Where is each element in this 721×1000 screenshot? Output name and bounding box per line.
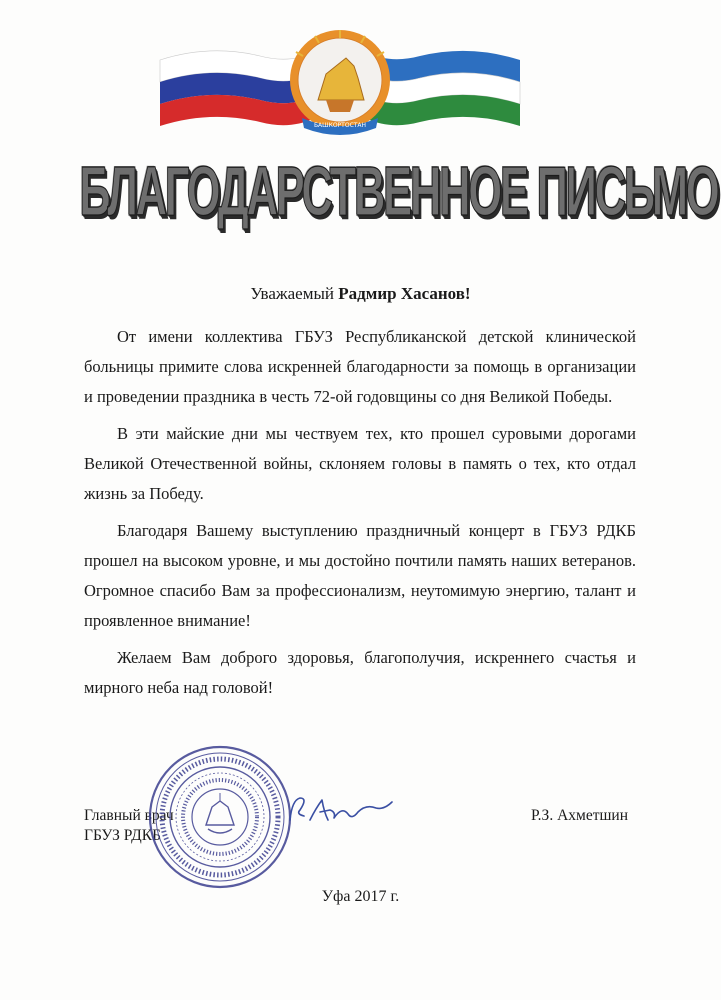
- handwritten-signature: [286, 790, 396, 830]
- body-paragraph: Благодаря Вашему выступлению праздничный концерт в ГБУЗ РДКБ прошел на высоком уровне, и мы достойно почтили память наших ветеранов. Огромное спасибо Вам за профессионализм, неутомимую энергию, талант и проявленное внимание!: [84, 521, 636, 630]
- letter-body: [84, 322, 636, 710]
- official-stamp: [146, 743, 294, 891]
- recipient-name: Радмир Хасанов!: [338, 284, 471, 303]
- emblem-ribbon-text: БАШКОРТОСТАН: [313, 122, 367, 129]
- signer-position-line2: ГБУЗ РДКБ: [84, 827, 161, 844]
- document-title: БЛАГОДАРСТВЕННОЕ ПИСЬМО: [79, 151, 718, 230]
- bashkortostan-emblem: [290, 30, 390, 135]
- greeting-prefix: Уважаемый: [250, 284, 335, 303]
- greeting: [0, 284, 721, 304]
- body-paragraph: От имени коллектива ГБУЗ Республиканской детской клинической больницы примите слова искренней благодарности за помощь в организации и проведении праздника в честь 72-ой годовщины со дня Великой Победы.: [84, 327, 636, 406]
- signer-position-line1: Главный врач: [84, 807, 174, 824]
- body-paragraph: Желаем Вам доброго здоровья, благополучия, искреннего счастья и мирного неба над головой!: [84, 648, 636, 697]
- place-date: Уфа 2017 г.: [321, 888, 400, 905]
- signer-name: Р.З. Ахметшин: [531, 807, 629, 824]
- body-paragraph: В эти майские дни мы чествуем тех, кто прошел суровыми дорогами Великой Отечественной войны, склоняем головы в память о тех, кто отдал жизнь за Победу.: [84, 424, 636, 503]
- flags-emblem-header: [150, 22, 530, 142]
